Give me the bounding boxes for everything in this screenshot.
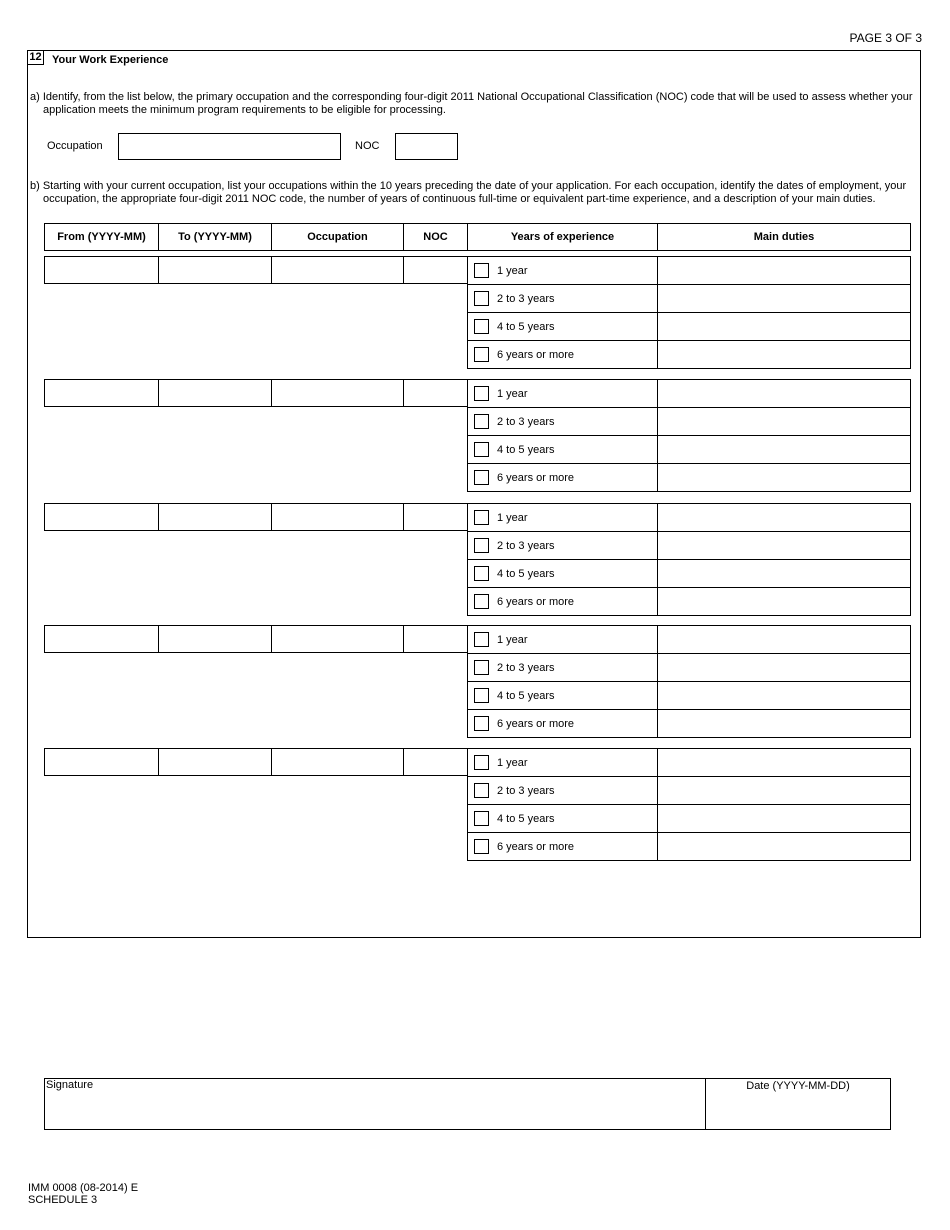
column-header-to: To (YYYY-MM) <box>158 223 272 251</box>
signature-label: Signature <box>46 1079 94 1091</box>
experience-option-label: 4 to 5 years <box>497 443 555 456</box>
column-header-occupation: Occupation <box>271 223 404 251</box>
experience-option-label: 1 year <box>497 264 528 277</box>
experience-option[interactable] <box>467 256 658 285</box>
experience-option-label: 4 to 5 years <box>497 567 555 580</box>
form-footer <box>28 1182 138 1206</box>
from-date-input[interactable] <box>44 256 159 284</box>
checkbox[interactable] <box>474 319 489 334</box>
date-label: Date (YYYY-MM-DD) <box>746 1080 850 1092</box>
experience-option[interactable] <box>467 463 658 492</box>
to-date-input[interactable] <box>158 625 272 653</box>
checkbox[interactable] <box>474 716 489 731</box>
checkbox[interactable] <box>474 442 489 457</box>
experience-option[interactable] <box>467 804 658 833</box>
checkbox[interactable] <box>474 594 489 609</box>
main-duties-input[interactable] <box>657 832 911 861</box>
from-date-input[interactable] <box>44 748 159 776</box>
checkbox[interactable] <box>474 783 489 798</box>
experience-option[interactable] <box>467 587 658 616</box>
checkbox[interactable] <box>474 538 489 553</box>
experience-option[interactable] <box>467 312 658 341</box>
experience-option[interactable] <box>467 681 658 710</box>
checkbox[interactable] <box>474 470 489 485</box>
column-header-years-of-experience: Years of experience <box>467 223 658 251</box>
experience-option[interactable] <box>467 407 658 436</box>
checkbox[interactable] <box>474 811 489 826</box>
checkbox[interactable] <box>474 414 489 429</box>
experience-option-label: 4 to 5 years <box>497 689 555 702</box>
experience-option[interactable] <box>467 748 658 777</box>
column-header-main-duties: Main duties <box>657 223 911 251</box>
experience-option-label: 2 to 3 years <box>497 784 555 797</box>
main-duties-input[interactable] <box>657 748 911 777</box>
experience-option[interactable] <box>467 709 658 738</box>
experience-option-label: 6 years or more <box>497 717 575 730</box>
experience-option-label: 4 to 5 years <box>497 320 555 333</box>
main-duties-input[interactable] <box>657 463 911 492</box>
experience-option[interactable] <box>467 503 658 532</box>
section-title: Your Work Experience <box>52 54 169 66</box>
noc-label: NOC <box>355 140 380 152</box>
experience-option[interactable] <box>467 531 658 560</box>
noc-input[interactable] <box>403 379 468 407</box>
experience-option-label: 1 year <box>497 756 528 769</box>
experience-option[interactable] <box>467 379 658 408</box>
occupation-input[interactable] <box>271 256 404 284</box>
experience-option-label: 2 to 3 years <box>497 415 555 428</box>
main-duties-input[interactable] <box>657 284 911 313</box>
noc-input[interactable] <box>403 256 468 284</box>
main-duties-input[interactable] <box>657 256 911 285</box>
main-duties-input[interactable] <box>657 681 911 710</box>
checkbox[interactable] <box>474 839 489 854</box>
part-b-line-1: b) Starting with your current occupation, list your occupations within the 10 years preceding the date of your application. For each occupation, identify the dates of employment, your <box>30 180 907 192</box>
experience-option-label: 1 year <box>497 511 528 524</box>
occupation-input[interactable] <box>271 503 404 531</box>
main-duties-input[interactable] <box>657 559 911 588</box>
experience-option-label: 6 years or more <box>497 348 575 361</box>
experience-option[interactable] <box>467 625 658 654</box>
schedule-label: SCHEDULE 3 <box>28 1194 98 1206</box>
form-code: IMM 0008 (08-2014) E <box>28 1182 139 1194</box>
experience-option[interactable] <box>467 340 658 369</box>
part-b-instructions <box>30 180 915 205</box>
to-date-input[interactable] <box>158 748 272 776</box>
from-date-input[interactable] <box>44 625 159 653</box>
signature-field[interactable] <box>44 1092 704 1128</box>
checkbox[interactable] <box>474 291 489 306</box>
main-duties-input[interactable] <box>657 531 911 560</box>
main-duties-input[interactable] <box>657 407 911 436</box>
main-duties-input[interactable] <box>657 776 911 805</box>
part-a-line-1: a) Identify, from the list below, the primary occupation and the corresponding four-digit 2011 National Occupational Classification (NOC) code that will be used to assess whether your <box>30 91 913 103</box>
noc-input[interactable] <box>403 625 468 653</box>
main-duties-input[interactable] <box>657 625 911 654</box>
main-duties-input[interactable] <box>657 312 911 341</box>
main-duties-input[interactable] <box>657 435 911 464</box>
experience-option-label: 1 year <box>497 633 528 646</box>
checkbox[interactable] <box>474 566 489 581</box>
column-header-noc: NOC <box>403 223 468 251</box>
checkbox[interactable] <box>474 386 489 401</box>
main-duties-input[interactable] <box>657 379 911 408</box>
checkbox[interactable] <box>474 755 489 770</box>
main-duties-input[interactable] <box>657 804 911 833</box>
page-number: PAGE 3 OF 3 <box>849 31 922 45</box>
experience-option-label: 1 year <box>497 387 528 400</box>
experience-option[interactable] <box>467 559 658 588</box>
experience-option-label: 4 to 5 years <box>497 812 555 825</box>
experience-option-label: 6 years or more <box>497 595 575 608</box>
experience-option[interactable] <box>467 435 658 464</box>
section-number: 12 <box>27 50 44 65</box>
main-duties-input[interactable] <box>657 709 911 738</box>
main-duties-input[interactable] <box>657 340 911 369</box>
experience-option-label: 6 years or more <box>497 471 575 484</box>
primary-noc-input[interactable] <box>395 133 458 160</box>
checkbox[interactable] <box>474 688 489 703</box>
experience-option-label: 2 to 3 years <box>497 539 555 552</box>
primary-occupation-input[interactable] <box>118 133 341 160</box>
experience-option[interactable] <box>467 776 658 805</box>
experience-option-label: 2 to 3 years <box>497 292 555 305</box>
occupation-label: Occupation <box>47 140 103 152</box>
main-duties-input[interactable] <box>657 653 911 682</box>
occupation-input[interactable] <box>271 625 404 653</box>
part-b-line-2: occupation, the appropriate four-digit 2011 NOC code, the number of years of continuous full-time or equivalent part-time experience, and a description of your main duties. <box>43 192 876 205</box>
experience-option-label: 6 years or more <box>497 840 575 853</box>
occupation-input[interactable] <box>271 379 404 407</box>
to-date-input[interactable] <box>158 256 272 284</box>
experience-option[interactable] <box>467 832 658 861</box>
part-a-instructions <box>30 91 915 116</box>
noc-input[interactable] <box>403 503 468 531</box>
main-duties-input[interactable] <box>657 587 911 616</box>
from-date-input[interactable] <box>44 379 159 407</box>
occupation-input[interactable] <box>271 748 404 776</box>
checkbox[interactable] <box>474 347 489 362</box>
experience-option[interactable] <box>467 284 658 313</box>
experience-option[interactable] <box>467 653 658 682</box>
noc-input[interactable] <box>403 748 468 776</box>
checkbox[interactable] <box>474 660 489 675</box>
main-duties-input[interactable] <box>657 503 911 532</box>
checkbox[interactable] <box>474 263 489 278</box>
part-a-line-2: application meets the minimum program requirements to be eligible for processing. <box>43 103 446 116</box>
checkbox[interactable] <box>474 510 489 525</box>
to-date-input[interactable] <box>158 503 272 531</box>
to-date-input[interactable] <box>158 379 272 407</box>
from-date-input[interactable] <box>44 503 159 531</box>
column-header-from: From (YYYY-MM) <box>44 223 159 251</box>
checkbox[interactable] <box>474 632 489 647</box>
experience-option-label: 2 to 3 years <box>497 661 555 674</box>
